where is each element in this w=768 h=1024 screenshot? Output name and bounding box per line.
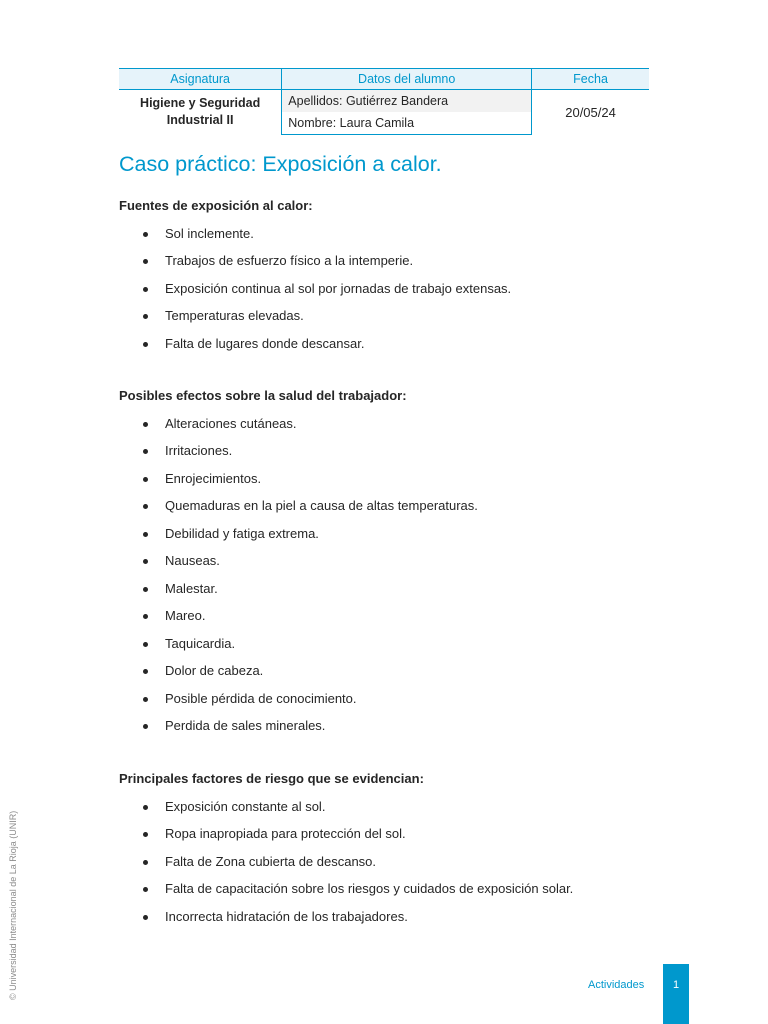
list-item: Trabajos de esfuerzo físico a la intemperie. [119,252,679,270]
page-title: Caso práctico: Exposición a calor. [119,152,442,176]
date-cell: 20/05/24 [565,104,616,120]
list-item: Quemaduras en la piel a causa de altas temperaturas. [119,497,679,515]
list-item: Exposición constante al sol. [119,798,679,816]
header-col-student: Datos del alumno [282,69,532,90]
page-number: 1 [672,979,680,991]
header-col-subject: Asignatura [119,69,282,90]
list-item: Mareo. [119,607,679,625]
list-item: Posible pérdida de conocimiento. [119,690,679,708]
footer-label: Actividades [588,979,645,991]
bullet-list [119,225,679,353]
section-health-effects [119,387,679,735]
list-item: Falta de lugares donde descansar. [119,335,679,353]
bullet-list [119,798,679,926]
list-item: Taquicardia. [119,635,679,653]
page-number-tab [663,964,689,1024]
subject-line-2: Industrial II [166,113,234,128]
surname-field: Apellidos: Gutiérrez Bandera [282,90,532,113]
header-col-date: Fecha [532,69,649,90]
bullet-list [119,415,679,736]
list-item: Ropa inapropiada para protección del sol. [119,825,679,843]
list-item: Malestar. [119,580,679,598]
section-heading: Principales factores de riesgo que se evidencian: [119,771,424,786]
list-item: Debilidad y fatiga extrema. [119,525,679,543]
list-item: Alteraciones cutáneas. [119,415,679,433]
list-item: Incorrecta hidratación de los trabajadores. [119,908,679,926]
name-field: Nombre: Laura Camila [282,112,532,135]
list-item: Dolor de cabeza. [119,662,679,680]
copyright-notice: © Universidad Internacional de La Rioja (UNIR) [8,810,18,1000]
list-item: Sol inclemente. [119,225,679,243]
subject-cell [119,90,282,135]
subject-line-1: Higiene y Seguridad [140,96,261,111]
list-item: Exposición continua al sol por jornadas de trabajo extensas. [119,280,679,298]
list-item: Enrojecimientos. [119,470,679,488]
list-item: Nauseas. [119,552,679,570]
list-item: Temperaturas elevadas. [119,307,679,325]
list-item: Perdida de sales minerales. [119,717,679,735]
section-heading: Fuentes de exposición al calor: [119,198,313,213]
list-item: Irritaciones. [119,442,679,460]
list-item: Falta de Zona cubierta de descanso. [119,853,679,871]
list-item: Falta de capacitación sobre los riesgos y cuidados de exposición solar. [119,880,679,898]
section-risk-factors [119,770,679,926]
section-heading: Posibles efectos sobre la salud del trabajador: [119,388,407,403]
section-heat-sources [119,197,679,353]
header-table [119,68,649,135]
